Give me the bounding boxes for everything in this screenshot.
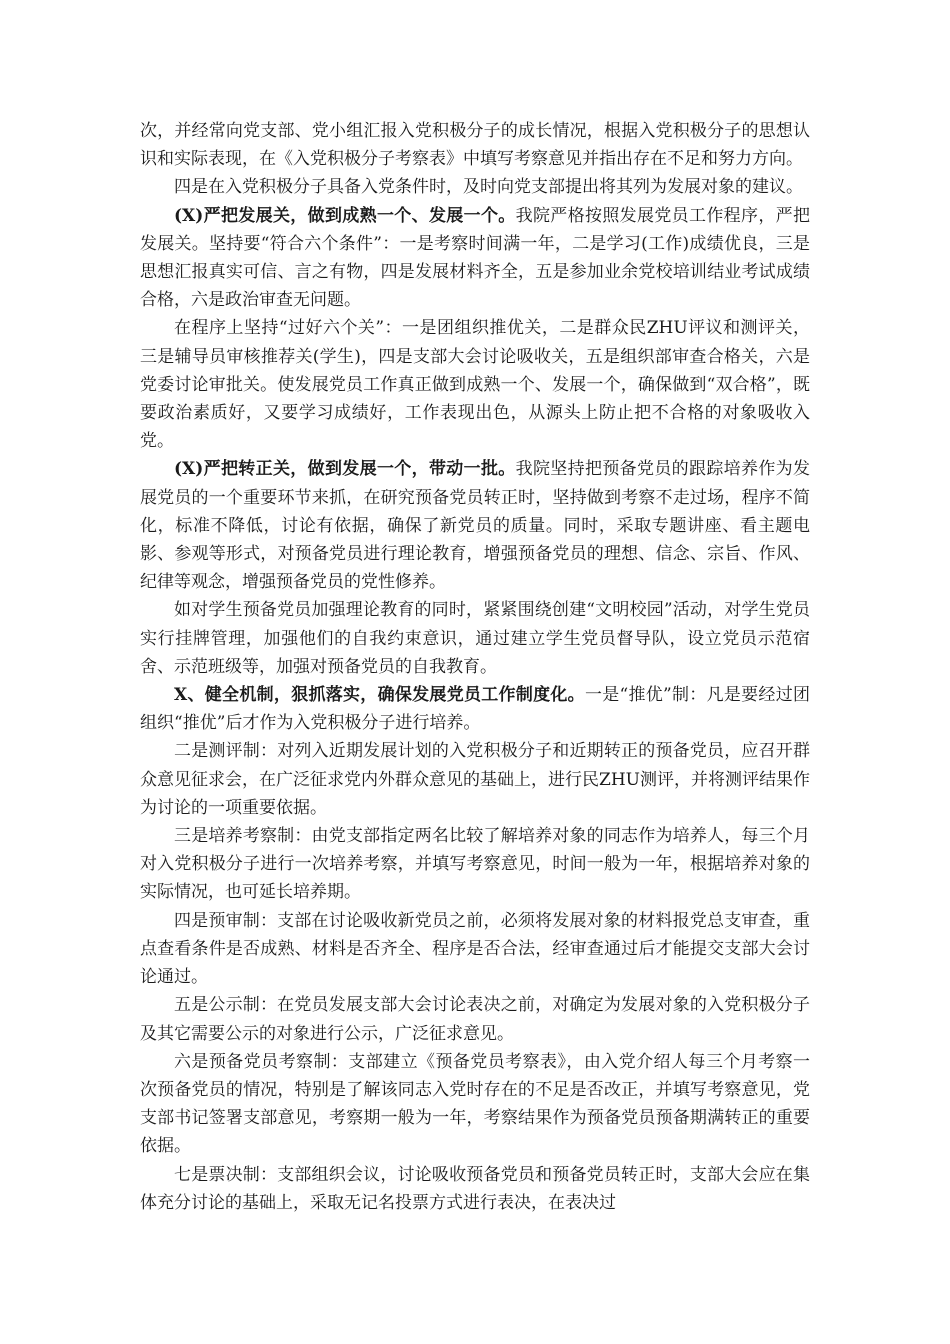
paragraph-text: 七是票决制：支部组织会议，讨论吸收预备党员和预备党员转正时，支部大会应在集体充分讨论的基础上，采取无记名投票方式进行表决，在表决过 — [140, 1164, 810, 1213]
paragraph-6 — [140, 596, 810, 681]
paragraph-lead: X、健全机制，狠抓落实，确保发展党员工作制度化。 — [174, 685, 585, 706]
paragraph-11 — [140, 991, 810, 1047]
paragraph-2 — [140, 173, 810, 201]
paragraph-text: 次，并经常向党支部、党小组汇报入党积极分子的成长情况，根据入党积极分子的思想认识和实际表现，在《入党积极分子考察表》中填写考察意见并指出存在不足和努力方向。 — [140, 121, 810, 170]
paragraph-4 — [140, 314, 810, 455]
paragraph-text: 四是在入党积极分子具备入党条件时，及时向党支部提出将其列为发展对象的建议。 — [174, 177, 803, 198]
paragraph-7 — [140, 681, 810, 737]
paragraph-text: 六是预备党员考察制：支部建立《预备党员考察表》，由入党介绍人每三个月考察一次预备党员的情况，特别是了解该同志入党时存在的不足是否改正，并填写考察意见，党支部书记签署支部意见，考察期一般为一年，考察结果作为预备党员预备期满转正的重要依据。 — [140, 1051, 810, 1157]
paragraph-text: 我院严格按照发展党员工作程序，严把发展关。坚持要“符合六个条件”：一是考察时间满一年，二是学习(工作)成绩优良，三是思想汇报真实可信、言之有物，四是发展材料齐全，五是参加业余党校培训结业考试成绩合格，六是政治审查无问题。 — [140, 205, 810, 311]
paragraph-text: 如对学生预备党员加强理论教育的同时，紧紧围绕创建“文明校园”活动，对学生党员实行挂牌管理，加强他们的自我约束意识，通过建立学生党员督导队，设立党员示范宿舍、示范班级等，加强对预备党员的自我教育。 — [140, 600, 810, 677]
paragraph-5 — [140, 455, 810, 596]
paragraph-text: 四是预审制：支部在讨论吸收新党员之前，必须将发展对象的材料报党总支审查，重点查看条件是否成熟、材料是否齐全、程序是否合法，经审查通过后才能提交支部大会讨论通过。 — [140, 910, 810, 988]
paragraph-lead: (X)严把转正关，做到发展一个，带动一批。 — [174, 459, 516, 480]
paragraph-lead: (X)严把发展关，做到成熟一个、发展一个。 — [174, 205, 516, 226]
paragraph-12 — [140, 1048, 810, 1161]
paragraph-8 — [140, 737, 810, 822]
paragraph-text: 五是公示制：在党员发展支部大会讨论表决之前，对确定为发展对象的入党积极分子及其它需要公示的对象进行公示，广泛征求意见。 — [140, 995, 810, 1044]
paragraph-13 — [140, 1161, 810, 1217]
paragraph-text: 我院坚持把预备党员的跟踪培养作为发展党员的一个重要环节来抓，在研究预备党员转正时，坚持做到考察不走过场，程序不简化，标准不降低，讨论有依据，确保了新党员的质量。同时，采取专题讲座、看主题电影、参观等形式，对预备党员进行理论教育，增强预备党员的理想、信念、宗旨、作风、纪律等观念，增强预备党员的党性修养。 — [140, 459, 810, 593]
paragraph-text: 二是测评制：对列入近期发展计划的入党积极分子和近期转正的预备党员，应召开群众意见征求会，在广泛征求党内外群众意见的基础上，进行民ZHU测评，并将测评结果作为讨论的一项重要依据。 — [140, 741, 810, 818]
paragraph-9 — [140, 822, 810, 907]
paragraph-text: 三是培养考察制：由党支部指定两名比较了解培养对象的同志作为培养人，每三个月对入党积极分子进行一次培养考察，并填写考察意见，时间一般为一年，根据培养对象的实际情况，也可延长培养期。 — [140, 826, 810, 903]
paragraph-1 — [140, 117, 810, 173]
paragraph-3 — [140, 202, 810, 315]
paragraph-text: 一是“推优”制：凡是要经过团组织“推优”后才作为入党积极分子进行培养。 — [140, 685, 810, 734]
document-body — [140, 117, 810, 1217]
paragraph-10 — [140, 907, 810, 992]
paragraph-text: 在程序上坚持“过好六个关”：一是团组织推优关，二是群众民ZHU评议和测评关，三是辅导员审核推荐关(学生)，四是支部大会讨论吸收关，五是组织部审查合格关，六是党委讨论审批关。使发展党员工作真正做到成熟一个、发展一个，确保做到“双合格”，既要政治素质好，又要学习成绩好，工作表现出色，从源头上防止把不合格的对象吸收入党。 — [140, 318, 810, 452]
